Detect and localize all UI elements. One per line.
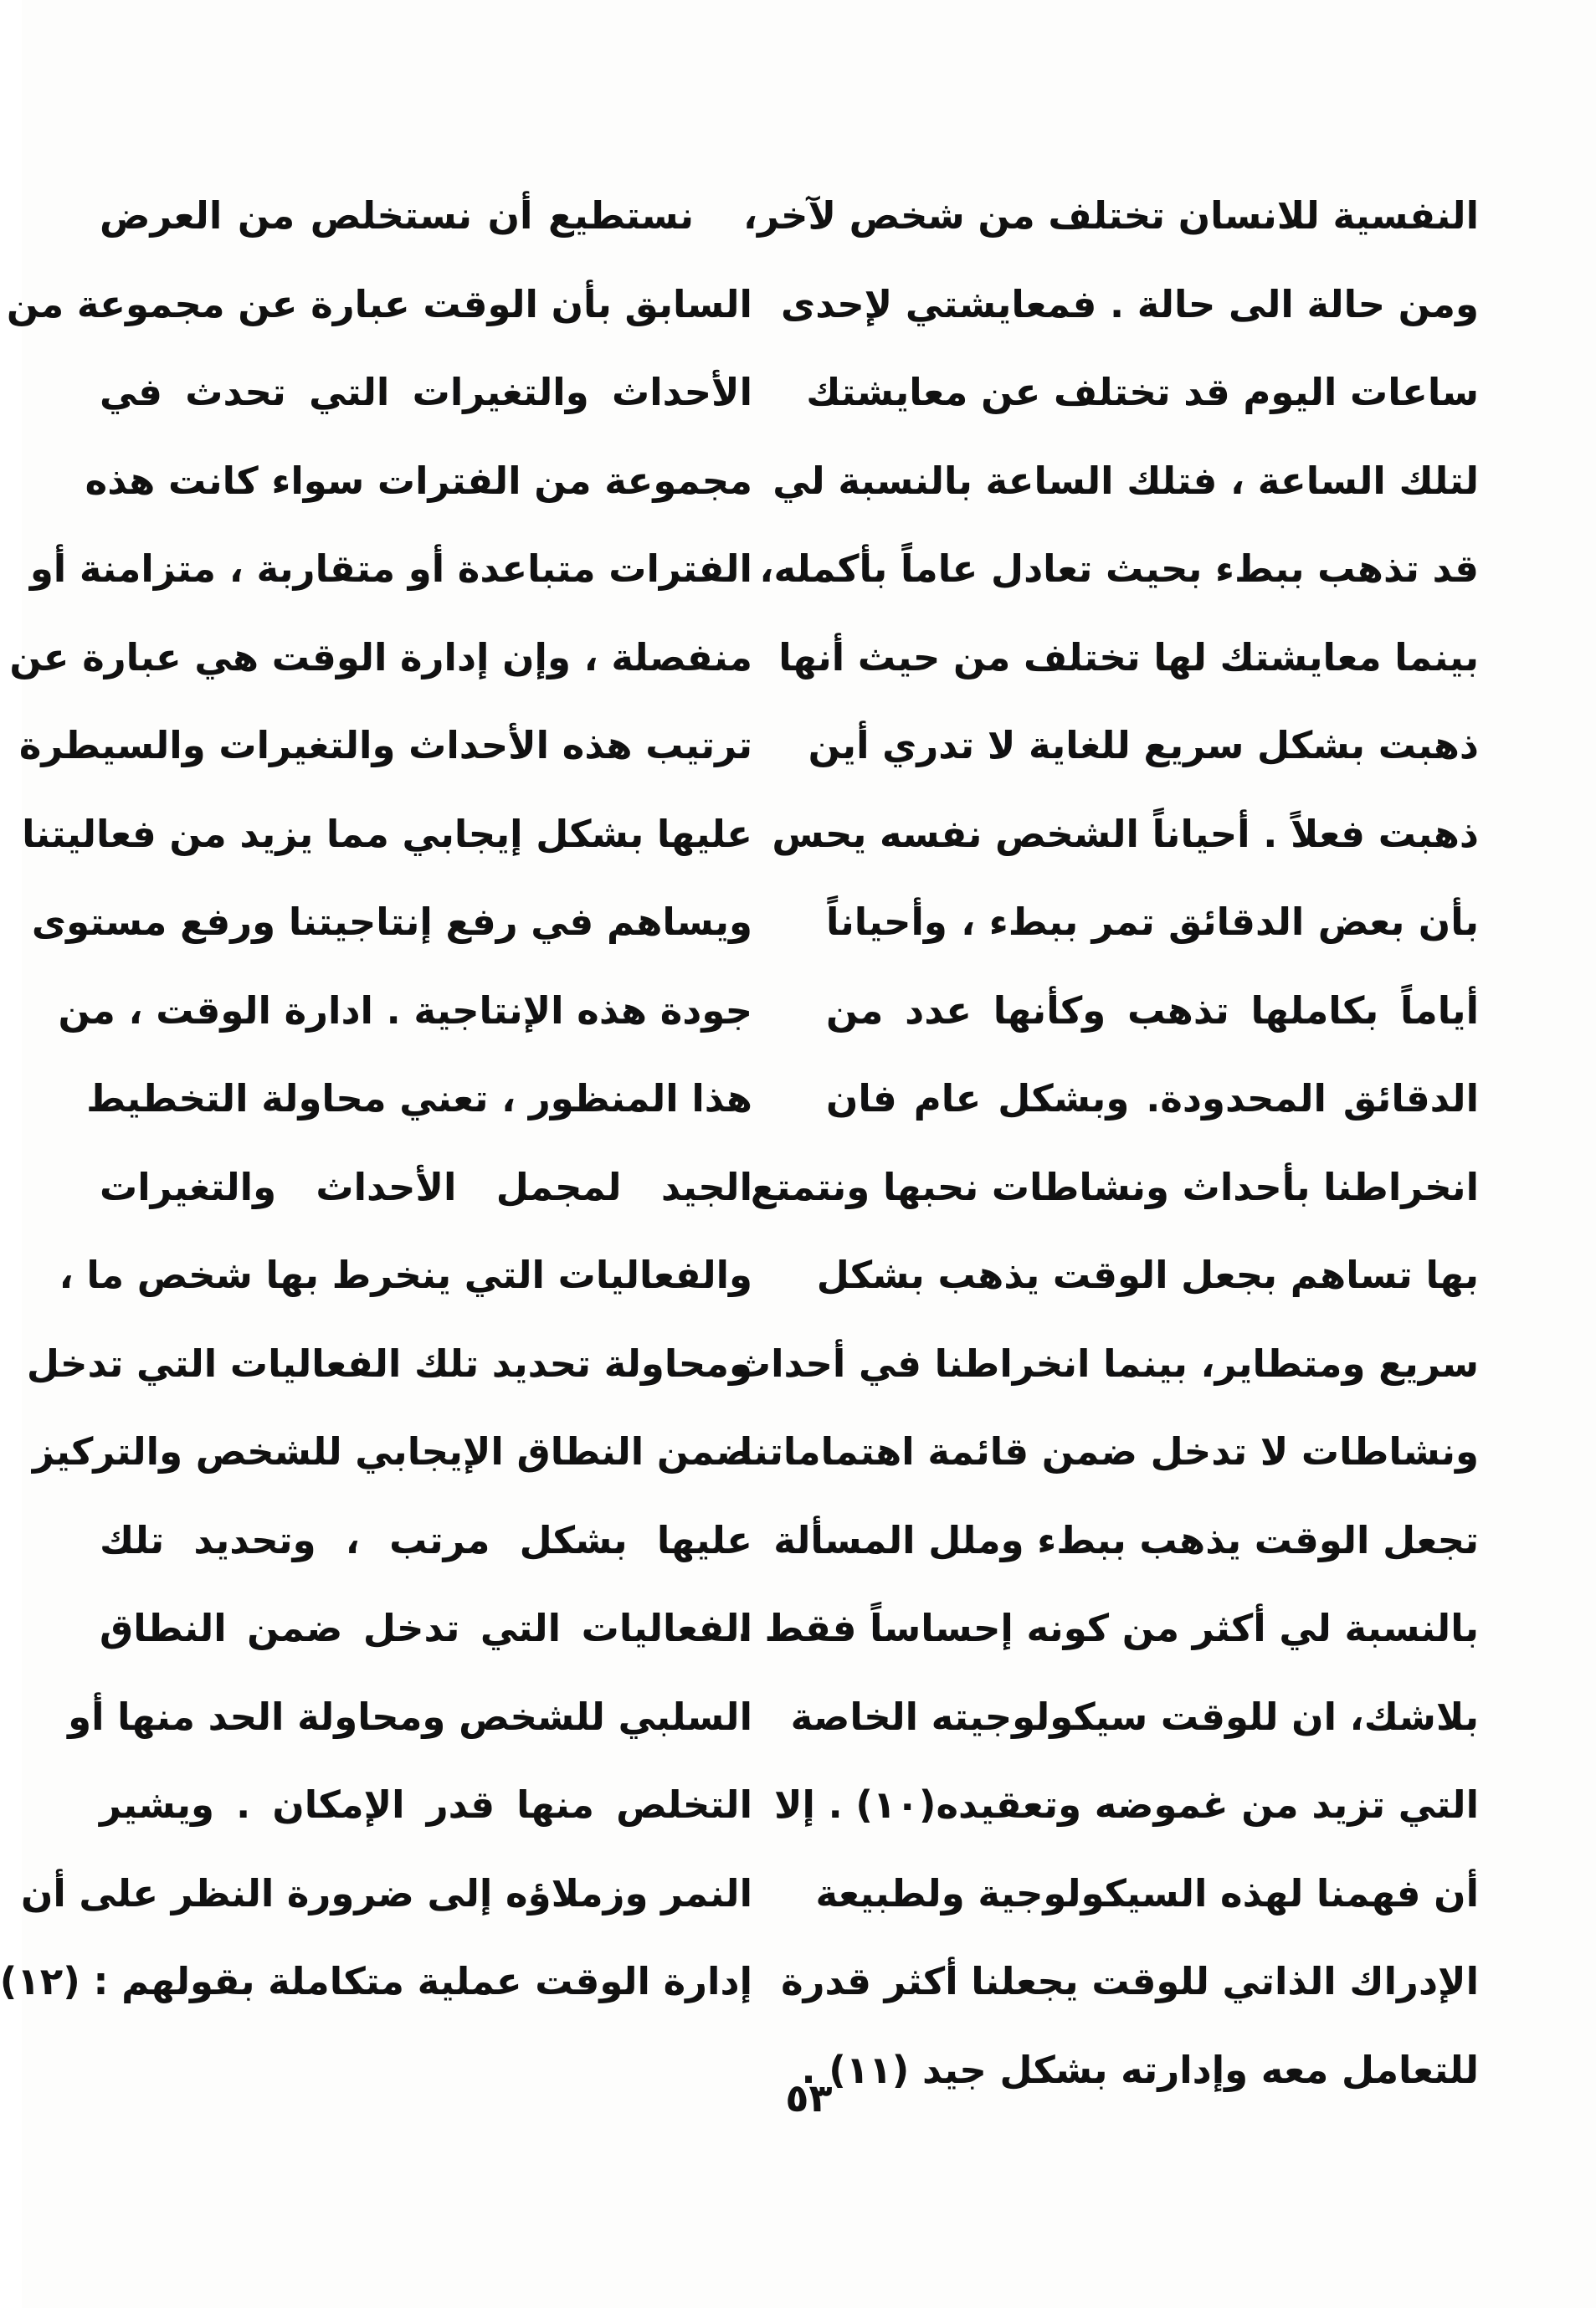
text-line: ويساهم في رفع إنتاجيتنا ورفع مستوى xyxy=(31,900,752,944)
text-line: سريع ومتطاير، بينما انخراطنا في أحداث xyxy=(732,1341,1479,1386)
text-line: منفصلة ، وإن إدارة الوقت هي عبارة عن xyxy=(9,634,752,680)
text-line-last: للتعامل معه وإدارته بشكل جيد (١١) . xyxy=(801,2047,1479,2092)
text-line: أن فهمنا لهذه السيكولوجية ولطبيعة xyxy=(815,1870,1479,1916)
text-line: بلاشك، ان للوقت سيكولوجيته الخاصة xyxy=(790,1694,1479,1739)
text-line: ومحاولة تحديد تلك الفعاليات التي تدخل xyxy=(26,1341,752,1386)
text-line: النفسية للانسان تختلف من شخص لآخر، xyxy=(742,193,1479,238)
text-line: عليها بشكل مرتب ، وتحديد تلك xyxy=(100,1517,752,1562)
text-line: أياماً بكاملها تذهب وكأنها عدد من xyxy=(826,987,1479,1033)
text-line: مجموعة من الفترات سواء كانت هذه xyxy=(85,458,752,503)
page-number: ٥٣ xyxy=(785,2075,833,2121)
text-line: ساعات اليوم قد تختلف عن معايشتك xyxy=(806,370,1479,414)
text-line: ترتيب هذه الأحداث والتغيرات والسيطرة xyxy=(18,723,752,767)
text-line: الأحداث والتغيرات التي تحدث في xyxy=(100,370,752,414)
text-line: قد تذهب ببطء بحيث تعادل عاماً بأكمله، xyxy=(759,546,1479,591)
text-line: جودة هذه الإنتاجية . ادارة الوقت ، من xyxy=(58,987,752,1033)
text-line: بها تساهم بجعل الوقت يذهب بشكل xyxy=(816,1253,1479,1297)
text-line: تجعل الوقت يذهب ببطء وملل المسألة xyxy=(773,1517,1479,1562)
text-line-last: إدارة الوقت عملية متكاملة بقولهم : (١٢) xyxy=(0,1959,752,2003)
text-line: عليها بشكل إيجابي مما يزيد من فعاليتنا xyxy=(22,811,752,856)
text-line: بالنسبة لي أكثر من كونه إحساساً فقط . xyxy=(736,1606,1479,1650)
text-line: بينما معايشتك لها تختلف من حيث أنها xyxy=(778,634,1479,680)
text-line: بأن بعض الدقائق تمر ببطء ، وأحياناً xyxy=(826,900,1479,944)
text-line: الجيد لمجمل الأحداث والتغيرات xyxy=(100,1164,752,1209)
text-line: ومن حالة الى حالة . فمعايشتي لإحدى xyxy=(781,281,1479,326)
left-column xyxy=(0,172,752,2026)
text-line: التي تزيد من غموضه وتعقيده(١٠) . إلا xyxy=(774,1782,1479,1827)
text-line: الفعاليات التي تدخل ضمن النطاق xyxy=(100,1606,752,1650)
text-line: التخلص منها قدر الإمكان . ويشير xyxy=(100,1782,752,1827)
text-line: ذهبت فعلاً . أحياناً الشخص نفسه يحس xyxy=(772,811,1479,856)
text-line: الإدراك الذاتي للوقت يجعلنا أكثر قدرة xyxy=(781,1959,1479,2003)
text-line: الفترات متباعدة أو متقاربة ، متزامنة أو xyxy=(29,546,752,591)
text-line-first-indented: نستطيع أن نستخلص من العرض xyxy=(100,193,694,238)
text-line: ضمن النطاق الإيجابي للشخص والتركيز xyxy=(32,1429,752,1474)
text-line: والفعاليات التي ينخرط بها شخص ما ، xyxy=(59,1253,752,1297)
text-line: النمر وزملاؤه إلى ضرورة النظر على أن xyxy=(20,1870,752,1916)
text-line: الدقائق المحدودة. وبشكل عام فان xyxy=(826,1076,1479,1121)
text-line: انخراطنا بأحداث ونشاطات نحبها ونتمتع xyxy=(750,1164,1479,1209)
text-line: ذهبت بشكل سريع للغاية لا تدري أين xyxy=(808,723,1479,767)
text-line: السابق بأن الوقت عبارة عن مجموعة من xyxy=(6,281,752,326)
text-line: السلبي للشخص ومحاولة الحد منها أو xyxy=(68,1694,752,1739)
text-line: ونشاطات لا تدخل ضمن قائمة اهتماماتنا xyxy=(739,1429,1479,1474)
text-line: لتلك الساعة ، فتلك الساعة بالنسبة لي xyxy=(772,458,1479,503)
text-line: هذا المنظور ، تعني محاولة التخطيط xyxy=(86,1076,752,1121)
